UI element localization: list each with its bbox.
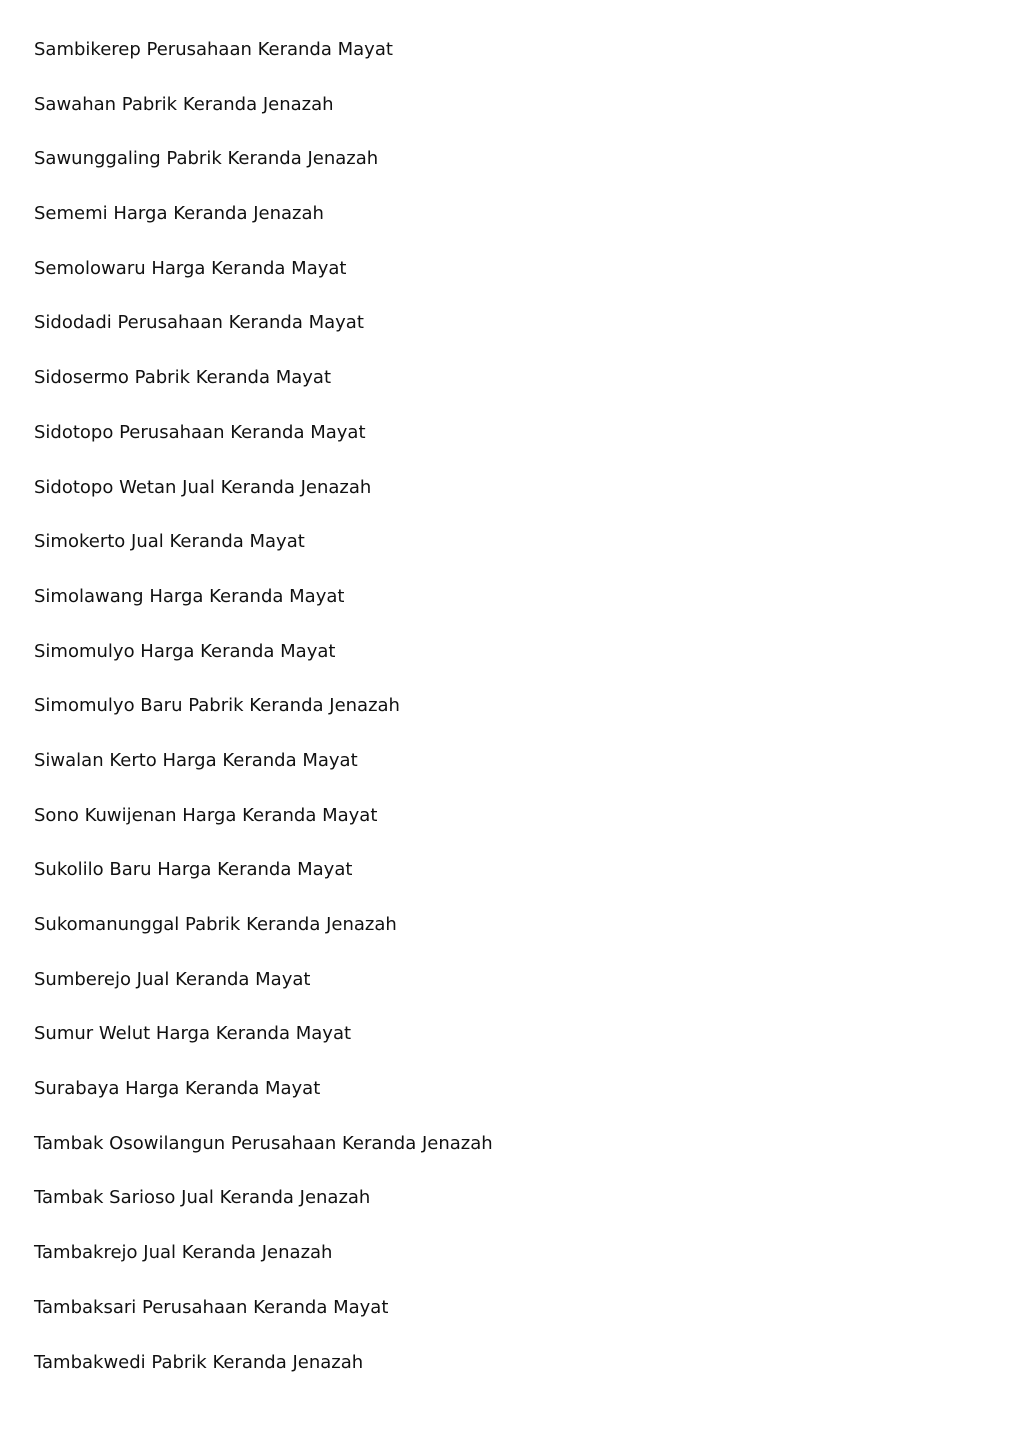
list-item: Sawahan Pabrik Keranda Jenazah (34, 93, 334, 115)
list-item: Simokerto Jual Keranda Mayat (34, 531, 305, 553)
list-item: Sememi Harga Keranda Jenazah (34, 203, 324, 225)
list-item: Sumur Welut Harga Keranda Mayat (34, 1023, 352, 1045)
list-item: Simomulyo Harga Keranda Mayat (34, 640, 336, 662)
list-item: Tambaksari Perusahaan Keranda Mayat (34, 1296, 389, 1318)
list-item: Sidosermo Pabrik Keranda Mayat (34, 367, 332, 389)
list-item: Tambak Sarioso Jual Keranda Jenazah (34, 1187, 371, 1209)
list-item: Sukolilo Baru Harga Keranda Mayat (34, 859, 353, 881)
list-item: Sidodadi Perusahaan Keranda Mayat (34, 312, 364, 334)
list-item: Siwalan Kerto Harga Keranda Mayat (34, 749, 358, 771)
list-item: Tambakrejo Jual Keranda Jenazah (34, 1242, 333, 1264)
list-item: Simolawang Harga Keranda Mayat (34, 585, 345, 607)
list-item: Surabaya Harga Keranda Mayat (34, 1078, 321, 1100)
list-item: Sidotopo Perusahaan Keranda Mayat (34, 421, 366, 443)
list-item: Sambikerep Perusahaan Keranda Mayat (34, 39, 393, 60)
list-item: Semolowaru Harga Keranda Mayat (34, 257, 347, 279)
list-item: Sidotopo Wetan Jual Keranda Jenazah (34, 476, 372, 498)
list-item: Sono Kuwijenan Harga Keranda Mayat (34, 804, 378, 826)
list-item: Tambak Osowilangun Perusahaan Keranda Jenazah (34, 1132, 493, 1154)
list-item: Sawunggaling Pabrik Keranda Jenazah (34, 148, 379, 170)
list-item: Sumberejo Jual Keranda Mayat (34, 968, 311, 990)
location-list (34, 36, 493, 1403)
list-item: Tambakwedi Pabrik Keranda Jenazah (34, 1351, 364, 1373)
list-item: Simomulyo Baru Pabrik Keranda Jenazah (34, 695, 400, 717)
list-item: Sukomanunggal Pabrik Keranda Jenazah (34, 914, 397, 935)
